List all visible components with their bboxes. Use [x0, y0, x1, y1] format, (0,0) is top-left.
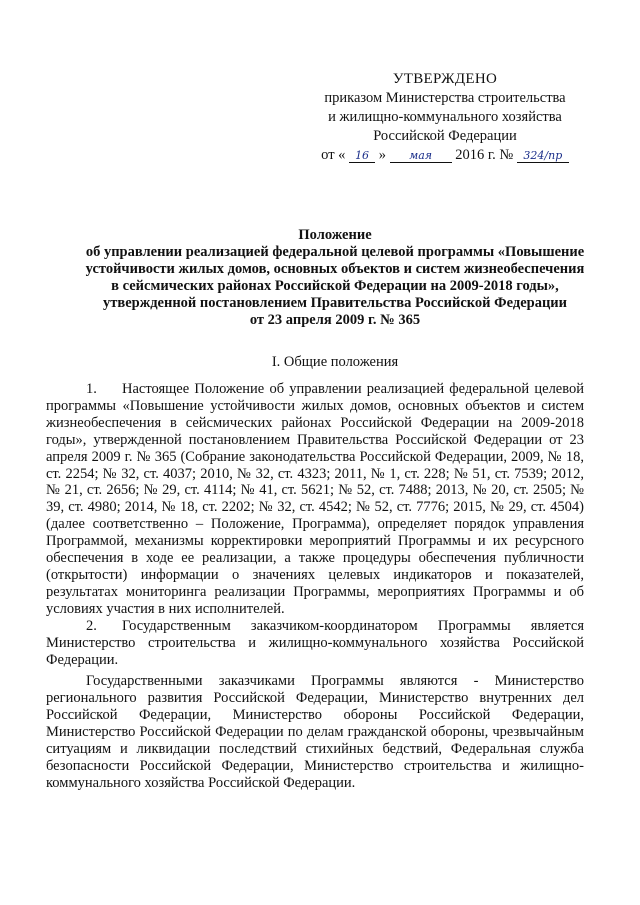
- title-line: об управлении реализацией федеральной целевой программы «Повышение: [85, 244, 585, 260]
- approval-block: [300, 70, 590, 165]
- section-heading: I. Общие положения: [271, 354, 399, 370]
- approval-line-2: и жилищно-коммунального хозяйства: [328, 109, 562, 125]
- approval-line-3: Российской Федерации: [373, 128, 517, 144]
- approval-date-line: [300, 146, 590, 165]
- handwritten-month: мая: [390, 150, 452, 163]
- handwritten-day: 16: [349, 150, 375, 163]
- approval-stamp: УТВЕРЖДЕНО: [392, 71, 498, 87]
- title-line: в сейсмических районах Российской Федерации на 2009-2018 годы»,: [111, 278, 559, 294]
- paragraph-text: Государственными заказчиками Программы являются - Министерство регионального развития Российской Федерации, Министерство внутренних дел Российской Федерации, Министерство обороны Российской Федерации, Министерство Российской Федерации по делам гражданской обороны, чрезвычайным ситуациям и ликвидации последствий стихийных бедствий, Федеральная служба безопасности Российской Федерации, Министерство строительства и жилищно-коммунального хозяйства Российской Федерации.: [46, 673, 584, 791]
- title-line: устойчивости жилых домов, основных объектов и систем жизнеобеспечения: [85, 261, 585, 277]
- document-title: [40, 227, 630, 329]
- paragraph-1: [46, 381, 584, 618]
- date-quote-close: »: [378, 147, 386, 163]
- title-line: утвержденной постановлением Правительства Российской Федерации: [102, 295, 568, 311]
- paragraph-2: [46, 618, 584, 669]
- handwritten-number: 324/пр: [517, 150, 569, 163]
- title-line: Положение: [298, 227, 372, 243]
- paragraph-number: 1.: [86, 381, 97, 397]
- document-body: [46, 381, 584, 792]
- paragraph-text: Настоящее Положение об управлении реализацией федеральной целевой программы «Повышение устойчивости жилых домов, основных объектов и систем жизнеобеспечения в сейсмических районах Российской Федерации на 2009-2018 годы», утвержденной постановлением Правительства Российской Федерации от 23 апреля 2009 г. № 365 (Собрание законодательства Российской Федерации, 2009, № 18, ст. 2254; № 32, ст. 4037; 2010, № 32, ст. 4323; 2011, № 1, ст. 228; № 51, ст. 7539; 2012, № 21, ст. 2656; № 29, ст. 4114; № 41, ст. 5621; № 52, ст. 7488; 2013, № 20, ст. 2505; № 39, ст. 4980; 2014, № 18, ст. 2202; № 32, ст. 4542; № 52, ст. 7776; 2015, № 29, ст. 4504) (далее соответственно – Положение, Программа), определяет порядок управления Программой, механизмы корректировки мероприятий Программы и их ресурсного обеспечения в ходе ее реализации, а также процедуры обеспечения публичности (открытости) информации о значениях целевых индикаторов и показателей, результатах мониторинга реализации Программы, мероприятиях Программы и об условиях участия в них исполнителей.: [46, 381, 584, 617]
- paragraph-number: 2.: [86, 617, 97, 634]
- title-line: от 23 апреля 2009 г. № 365: [249, 312, 421, 328]
- paragraph-text: Государственным заказчиком-координатором Программы является Министерство строительства и жилищно-коммунального хозяйства Российской Федерации.: [46, 617, 584, 668]
- paragraph-3: [46, 673, 584, 791]
- date-year: 2016 г. №: [455, 147, 514, 163]
- date-prefix: от «: [321, 147, 346, 163]
- approval-line-1: приказом Министерства строительства: [324, 90, 566, 106]
